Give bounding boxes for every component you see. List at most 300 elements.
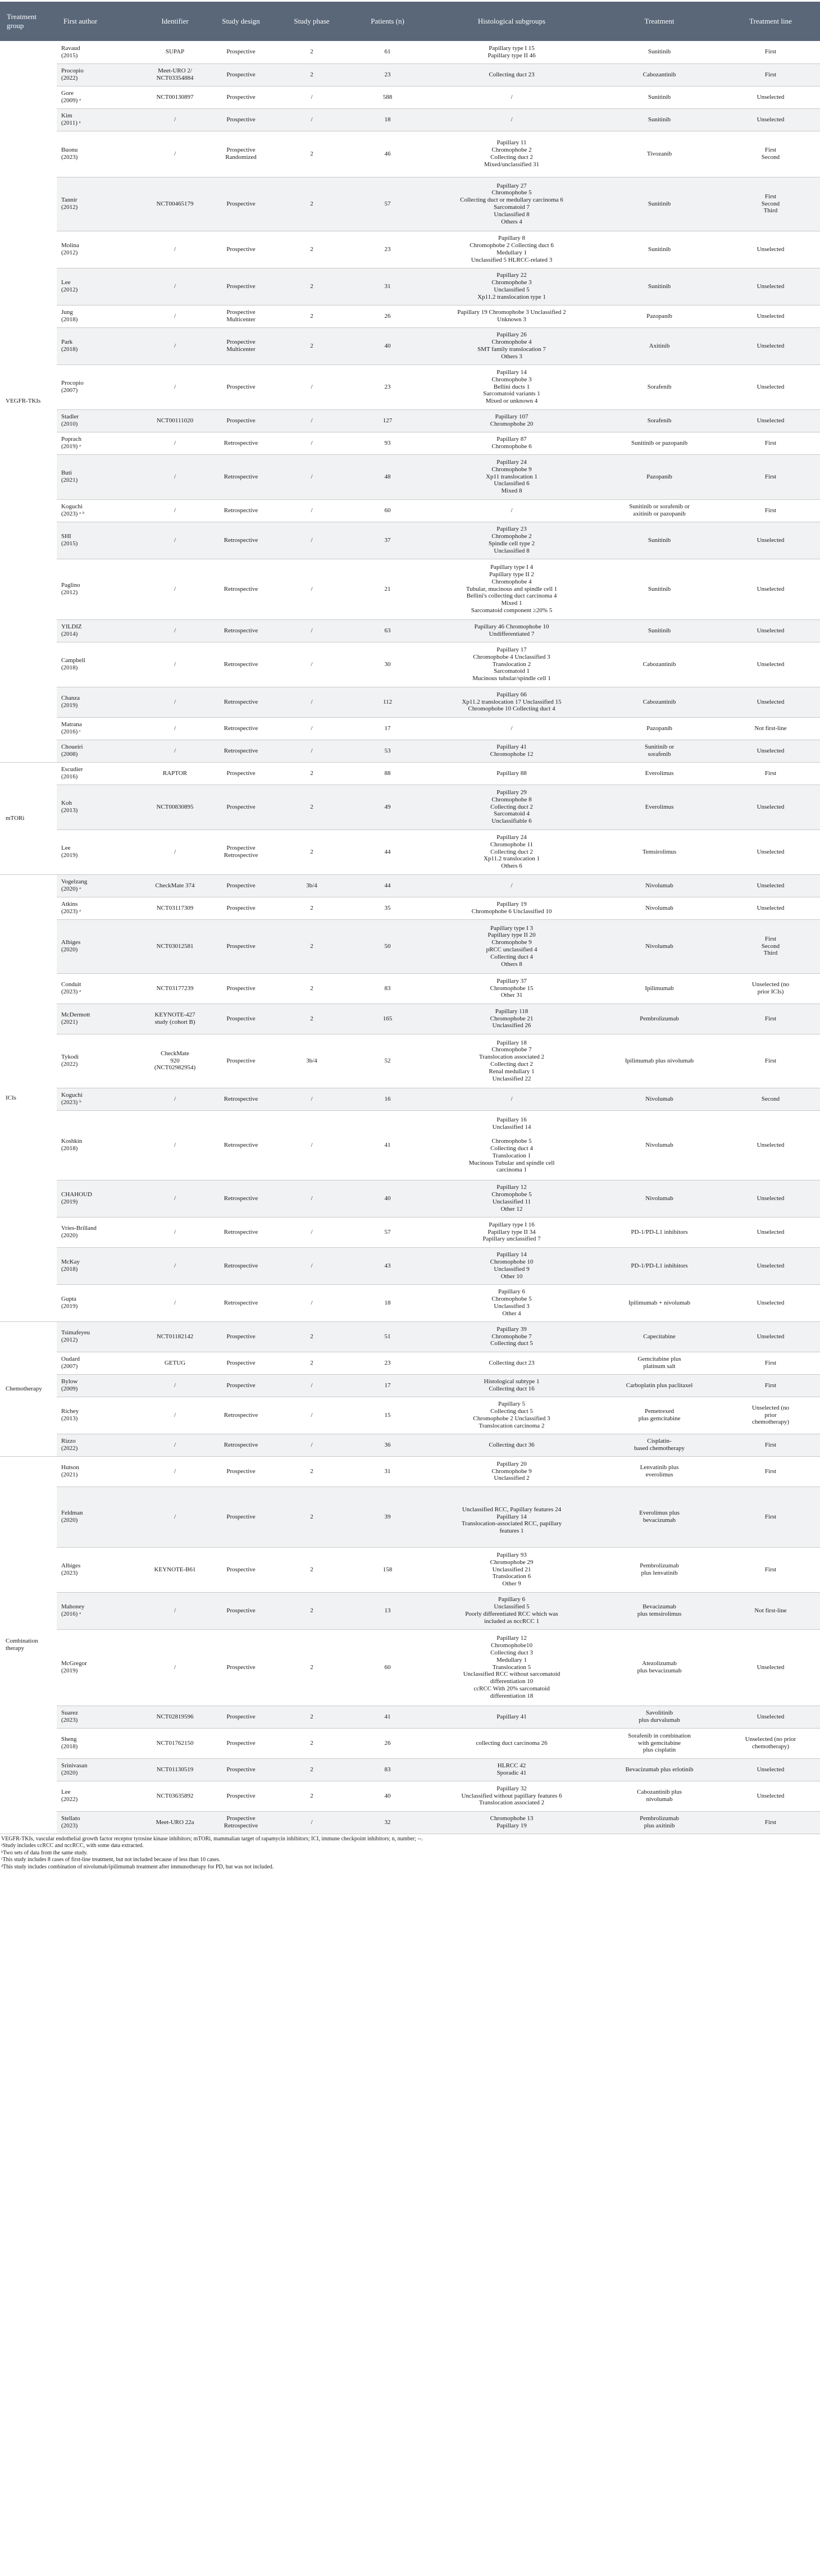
- first-author-cell: [57, 108, 142, 131]
- identifier-cell: [142, 973, 208, 1004]
- study-phase-cell-text: 2: [310, 48, 313, 56]
- histology-cell: [426, 973, 598, 1004]
- histology-cell-text: Papillary 22: [496, 272, 527, 279]
- patients-cell-text: 83: [384, 1766, 391, 1773]
- histology-cell-text: Mixed or unknown 4: [485, 398, 538, 405]
- study-phase-cell: [274, 762, 349, 785]
- treatment-line-cell: [721, 364, 820, 409]
- treatment-cell-text: Cabozantinib: [643, 660, 676, 668]
- treatment-cell: [598, 1180, 721, 1217]
- treatment-line-cell-text: chemotherapy): [752, 1743, 789, 1750]
- patients-cell-text: 44: [384, 882, 391, 889]
- study-design-cell: [208, 409, 274, 432]
- histology-cell-text: Translocation-associated RCC, papillary: [461, 1520, 562, 1528]
- histology-cell-text: Other 9: [502, 1580, 521, 1588]
- first-author-cell-text: Lee: [61, 279, 71, 286]
- treatment-group-label: Combination therapy: [6, 1638, 38, 1652]
- patients-cell: [349, 432, 426, 454]
- treatment-line-cell: [721, 897, 820, 919]
- treatment-line-cell-text: Unselected: [757, 383, 785, 390]
- histology-cell: [426, 231, 598, 268]
- histology-cell-text: [428, 1130, 595, 1138]
- histology-cell-text: Others 4: [501, 218, 522, 225]
- first-author-cell-text: Matrana: [61, 721, 82, 728]
- footnote: ᵃStudy includes ccRCC and nccRCC, with some data extracted.: [1, 1843, 144, 1849]
- first-author-cell-text: (2021): [61, 1471, 78, 1478]
- histology-cell-text: Chromophobe 9: [491, 466, 532, 473]
- treatment-cell-text: plus gemcitabine: [638, 1415, 681, 1422]
- table-row: [0, 522, 820, 559]
- histology-cell-text: Spindle cell type 2: [488, 540, 535, 547]
- identifier-cell-text: /: [174, 150, 176, 157]
- treatment-line-cell: [721, 1456, 820, 1487]
- identifier-cell: [142, 717, 208, 740]
- study-phase-cell-text: /: [311, 507, 313, 514]
- first-author-cell: [57, 1811, 142, 1834]
- histology-cell-text: Unclassifiable 6: [491, 818, 532, 825]
- patients-cell-text: 127: [382, 417, 393, 424]
- histology-cell-text: Unclassified 14: [492, 1123, 531, 1130]
- histology-cell-text: Xp11.2 translocation 17 Unclassified 15: [462, 698, 562, 705]
- treatment-line-cell-text: First: [764, 48, 777, 56]
- treatment-cell: [598, 559, 721, 619]
- first-author-cell-text: (2008): [61, 751, 78, 758]
- treatment-cell: [598, 717, 721, 740]
- histology-cell-text: Papillary 118: [495, 1007, 529, 1015]
- patients-cell-text: 61: [384, 48, 391, 56]
- first-author-cell-text: (2016) ᶜ: [61, 728, 81, 735]
- treatment-line-cell: [721, 177, 820, 231]
- histology-cell: [426, 41, 598, 63]
- histology-cell-text: Papillary 88: [496, 769, 527, 777]
- treatment-cell-text: Sunitinib: [648, 93, 671, 101]
- first-author-cell-text: Koh: [61, 800, 72, 807]
- first-author-cell: [57, 499, 142, 522]
- footnote: ᵈThis study includes combination of nivolumab/ipilimumab treatment after immunotherapy for PD, but was not included.: [1, 1863, 274, 1870]
- patients-cell: [349, 1629, 426, 1706]
- treatment-cell-text: with gemcitabine: [637, 1739, 681, 1747]
- histology-cell-text: Chromophobe 5: [491, 189, 532, 197]
- study-design-cell: [208, 1397, 274, 1434]
- histology-cell-text: Chromophobe 9: [491, 1467, 532, 1475]
- study-phase-cell: [274, 740, 349, 762]
- histology-cell-text: Chromophobe 7: [491, 1046, 532, 1054]
- patients-cell-text: 43: [384, 1262, 391, 1269]
- treatment-line-cell: [721, 454, 820, 499]
- study-phase-cell-text: /: [311, 1382, 313, 1389]
- treatment-cell-text: Nivolumab: [645, 1194, 673, 1202]
- identifier-cell-text: CheckMate 374: [155, 882, 195, 889]
- treatment-line-cell-text: First: [764, 1467, 777, 1475]
- study-design-cell-text: Retrospective: [224, 507, 258, 514]
- study-phase-cell: [274, 619, 349, 642]
- study-design-cell-text: Randomized: [225, 154, 257, 161]
- histology-cell-text: differentiation 18: [490, 1692, 534, 1699]
- treatment-cell-text: PD-1/PD-L1 inhibitors: [631, 1228, 688, 1235]
- header-identifier: Identifier: [142, 2, 208, 41]
- treatment-cell-text: Ipilimumab plus nivolumab: [625, 1057, 694, 1064]
- identifier-cell: [142, 231, 208, 268]
- first-author-cell: [57, 1110, 142, 1180]
- first-author-cell-text: Stadler: [61, 413, 79, 421]
- histology-cell-text: Papillary type I 15: [489, 44, 535, 52]
- study-design-cell-text: Prospective: [226, 245, 256, 253]
- identifier-cell-text: /: [174, 747, 176, 754]
- treatment-cell: [598, 131, 721, 177]
- first-author-cell: [57, 41, 142, 63]
- histology-cell-text: Chromophobe 4: [491, 578, 532, 585]
- study-design-cell: [208, 1352, 274, 1374]
- treatment-cell: [598, 63, 721, 86]
- identifier-cell-text: /: [174, 660, 176, 668]
- study-phase-cell-text: /: [311, 1194, 313, 1202]
- treatment-line-cell-text: Unselected: [757, 1792, 785, 1799]
- identifier-cell-text: NCT03635892: [156, 1792, 194, 1799]
- treatment-cell-text: Cisplatin-: [647, 1438, 672, 1445]
- study-design-cell-text: Prospective: [226, 1333, 256, 1340]
- study-design-cell: [208, 268, 274, 305]
- treatment-cell: [598, 785, 721, 829]
- treatment-line-cell: [721, 86, 820, 108]
- histology-cell-text: Collecting duct 23: [489, 71, 535, 78]
- study-design-cell-text: Retrospective: [224, 536, 258, 544]
- histology-cell: [426, 1397, 598, 1434]
- identifier-cell: [142, 1034, 208, 1088]
- histology-cell-text: Papillary type II 20: [488, 932, 536, 939]
- treatment-cell-text: plus cisplatin: [643, 1747, 676, 1754]
- treatment-cell-text: based chemotherapy: [634, 1445, 685, 1452]
- study-design-cell: [208, 762, 274, 785]
- identifier-cell-text: /: [174, 1095, 176, 1102]
- first-author-cell-text: CHAHOUD: [61, 1191, 92, 1198]
- treatment-line-cell: [721, 1217, 820, 1247]
- table-row: [0, 687, 820, 717]
- treatment-line-cell-text: Unselected: [757, 1194, 785, 1202]
- treatment-cell-text: Nivolumab: [645, 1141, 673, 1148]
- histology-cell-text: Papillary 14: [496, 369, 527, 376]
- treatment-cell: [598, 1592, 721, 1629]
- first-author-cell-text: Chanza: [61, 695, 80, 702]
- study-design-cell-text: Prospective: [226, 309, 256, 316]
- treatment-cell-text: Sunitinib: [648, 48, 671, 56]
- treatment-line-cell: [721, 1547, 820, 1592]
- study-design-cell-text: Prospective: [226, 417, 256, 424]
- study-design-cell-text: Prospective: [226, 845, 256, 852]
- first-author-cell-text: (2023): [61, 154, 78, 161]
- treatment-line-cell: [721, 522, 820, 559]
- study-design-cell-text: Retrospective: [224, 585, 258, 592]
- study-design-cell-text: Prospective: [226, 383, 256, 390]
- study-phase-cell: [274, 268, 349, 305]
- treatment-cell-text: plus durvalumab: [639, 1717, 680, 1724]
- patients-cell: [349, 1034, 426, 1088]
- study-phase-cell-text: /: [311, 1299, 313, 1306]
- patients-cell: [349, 1374, 426, 1397]
- study-phase-cell: [274, 919, 349, 973]
- patients-cell: [349, 305, 426, 327]
- study-phase-cell: [274, 1781, 349, 1811]
- table-row: [0, 897, 820, 919]
- treatment-cell-text: Nivolumab: [645, 1095, 673, 1102]
- histology-cell-text: Papillary type I 3: [490, 924, 534, 932]
- first-author-cell: [57, 874, 142, 897]
- first-author-cell: [57, 717, 142, 740]
- patients-cell: [349, 1088, 426, 1110]
- first-author-cell-text: McDermott: [61, 1011, 90, 1019]
- study-design-cell-text: Prospective: [226, 1057, 256, 1064]
- table-row: [0, 268, 820, 305]
- identifier-cell: [142, 108, 208, 131]
- patients-cell: [349, 874, 426, 897]
- histology-cell: [426, 1034, 598, 1088]
- histology-cell-text: Collecting duct 4: [490, 1145, 533, 1152]
- histology-cell-text: Medullary 1: [496, 1656, 527, 1663]
- histology-cell: [426, 1781, 598, 1811]
- study-design-cell-text: Prospective: [226, 1467, 256, 1475]
- study-design-cell-text: Prospective: [226, 882, 256, 889]
- study-design-cell-text: Prospective: [226, 71, 256, 78]
- treatment-cell-text: Sunitinib or pazopanib: [631, 439, 688, 446]
- table-row: [0, 619, 820, 642]
- table-row: [0, 177, 820, 231]
- treatment-line-cell-text: Unselected: [757, 1766, 785, 1773]
- study-phase-cell: [274, 1110, 349, 1180]
- patients-cell-text: 17: [384, 1382, 391, 1389]
- treatment-group-cell: [0, 762, 57, 874]
- treatment-line-cell-text: Unselected: [757, 1262, 785, 1269]
- study-phase-cell: [274, 1434, 349, 1456]
- footnotes: [0, 1834, 820, 1871]
- study-phase-cell-text: /: [311, 383, 313, 390]
- identifier-cell: [142, 1088, 208, 1110]
- histology-cell: [426, 619, 598, 642]
- histology-cell-text: Xp11 translocation 1: [486, 473, 537, 480]
- treatment-line-cell: [721, 559, 820, 619]
- patients-cell-text: 30: [384, 660, 391, 668]
- study-design-cell-text: Retrospective: [224, 1194, 258, 1202]
- treatment-line-cell-text: First: [764, 935, 777, 942]
- identifier-cell: [142, 1758, 208, 1781]
- patients-cell-text: 18: [384, 116, 391, 123]
- first-author-cell: [57, 1728, 142, 1758]
- first-author-cell: [57, 1352, 142, 1374]
- identifier-cell-text: /: [174, 116, 176, 123]
- study-design-cell: [208, 717, 274, 740]
- study-phase-cell: [274, 1088, 349, 1110]
- patients-cell-text: 23: [384, 383, 391, 390]
- study-design-cell: [208, 454, 274, 499]
- histology-cell-text: /: [511, 93, 513, 101]
- histology-cell-text: Chromophobe 6: [491, 443, 532, 450]
- histology-cell-text: Papillary 29: [496, 789, 527, 796]
- first-author-cell-text: Gupta: [61, 1296, 76, 1303]
- treatment-cell: [598, 1110, 721, 1180]
- study-design-cell: [208, 41, 274, 63]
- treatment-line-cell: [721, 1592, 820, 1629]
- treatment-cell-text: Sunitinib: [648, 245, 671, 253]
- histology-cell: [426, 1592, 598, 1629]
- treatment-line-cell: [721, 1374, 820, 1397]
- first-author-cell: [57, 364, 142, 409]
- identifier-cell: [142, 364, 208, 409]
- treatment-cell-text: Pazopanib: [646, 473, 672, 480]
- header-treatment: Treatment: [598, 2, 721, 41]
- identifier-cell-text: /: [174, 507, 176, 514]
- first-author-cell: [57, 1434, 142, 1456]
- table-row: [0, 1180, 820, 1217]
- treatment-cell-text: plus axitinib: [644, 1822, 675, 1829]
- table-row: [0, 1487, 820, 1547]
- study-phase-cell: [274, 63, 349, 86]
- histology-cell-text: Unclassified RCC, Papillary features 24: [462, 1506, 562, 1513]
- treatment-cell: [598, 41, 721, 63]
- study-phase-cell: [274, 874, 349, 897]
- treatment-line-cell: [721, 1352, 820, 1374]
- identifier-cell-text: /: [174, 473, 176, 480]
- first-author-cell-text: (2023) ᵇ: [61, 1099, 81, 1106]
- patients-cell-text: 60: [384, 1663, 391, 1671]
- identifier-cell-text: Meet-URO 22a: [156, 1818, 194, 1826]
- patients-cell: [349, 785, 426, 829]
- first-author-cell-text: (2019): [61, 1667, 78, 1674]
- table-row: [0, 409, 820, 432]
- study-phase-cell: [274, 1487, 349, 1547]
- identifier-cell-text: SUPAP: [165, 48, 185, 56]
- first-author-cell-text: Koshkin: [61, 1138, 83, 1145]
- histology-cell: [426, 499, 598, 522]
- study-phase-cell-text: 2: [310, 769, 313, 777]
- treatment-line-cell-text: First: [764, 769, 777, 777]
- identifier-cell-text: NCT02819596: [156, 1713, 194, 1720]
- treatment-line-cell-text: chemotherapy): [752, 1419, 789, 1426]
- patients-cell: [349, 919, 426, 973]
- patients-cell: [349, 63, 426, 86]
- histology-cell-text: Papillary 19 Chromophobe 3 Unclassified 2: [457, 309, 566, 316]
- table-row: [0, 717, 820, 740]
- study-phase-cell-text: /: [311, 627, 313, 634]
- table-row: [0, 1284, 820, 1321]
- histology-cell-text: Translocation associated 2: [479, 1054, 545, 1061]
- histology-cell-text: Chromophobe 9: [491, 939, 532, 946]
- treatment-cell: [598, 1456, 721, 1487]
- treatment-cell-text: PD-1/PD-L1 inhibitors: [631, 1262, 688, 1269]
- treatment-line-cell-text: Unselected: [757, 342, 785, 349]
- table-row: [0, 1217, 820, 1247]
- study-phase-cell: [274, 131, 349, 177]
- study-phase-cell: [274, 1321, 349, 1352]
- study-phase-cell: [274, 1592, 349, 1629]
- treatment-line-cell-text: Unselected: [757, 282, 785, 290]
- treatment-line-cell: [721, 1284, 820, 1321]
- treatment-line-cell-text: Unselected: [757, 1663, 785, 1671]
- study-design-cell-text: Prospective: [226, 1713, 256, 1720]
- study-design-cell: [208, 1374, 274, 1397]
- histology-cell-text: Chromophobe 3: [491, 279, 532, 286]
- study-phase-cell-text: 2: [310, 1663, 313, 1671]
- patients-cell-text: 93: [384, 439, 391, 446]
- histology-cell-text: Papillary 19: [496, 901, 527, 908]
- treatment-cell: [598, 268, 721, 305]
- first-author-cell: [57, 829, 142, 874]
- first-author-cell-text: (2012): [61, 286, 78, 293]
- first-author-cell: [57, 1706, 142, 1728]
- histology-cell-text: Other 4: [502, 1310, 521, 1317]
- identifier-cell-text: /: [174, 439, 176, 446]
- histology-cell-text: Chromophobe 2: [491, 147, 532, 154]
- treatment-line-cell-text: Unselected: [757, 1299, 785, 1306]
- first-author-cell-text: (2012): [61, 1337, 78, 1343]
- treatment-cell: [598, 1321, 721, 1352]
- table-row: [0, 874, 820, 897]
- table-row: [0, 231, 820, 268]
- patients-cell: [349, 268, 426, 305]
- histology-cell-text: Papillary 12: [496, 1635, 527, 1642]
- treatment-cell-text: Cabozantinib: [643, 698, 676, 705]
- patients-cell: [349, 717, 426, 740]
- identifier-cell: [142, 1592, 208, 1629]
- histology-cell-text: Papillary 14: [496, 1513, 527, 1520]
- study-design-cell: [208, 1758, 274, 1781]
- patients-cell-text: 17: [384, 724, 391, 732]
- first-author-cell: [57, 522, 142, 559]
- study-design-cell: [208, 1629, 274, 1706]
- treatment-line-cell-text: Second: [761, 200, 780, 207]
- identifier-cell: [142, 432, 208, 454]
- histology-cell: [426, 1547, 598, 1592]
- first-author-cell-text: (2022): [61, 1796, 78, 1803]
- identifier-cell: [142, 619, 208, 642]
- study-design-cell-text: Prospective: [226, 93, 256, 101]
- study-phase-cell-text: 2: [310, 1739, 313, 1747]
- identifier-cell: [142, 1728, 208, 1758]
- identifier-cell: [142, 1284, 208, 1321]
- study-design-cell: [208, 131, 274, 177]
- patients-cell: [349, 1321, 426, 1352]
- histology-cell-text: Papillary 8: [498, 235, 525, 242]
- treatment-cell: [598, 762, 721, 785]
- treatment-line-cell-text: Second: [761, 154, 780, 161]
- identifier-cell: [142, 762, 208, 785]
- treatment-line-cell: [721, 41, 820, 63]
- treatment-cell: [598, 919, 721, 973]
- study-phase-cell: [274, 454, 349, 499]
- treatment-cell-text: Pazopanib: [646, 312, 672, 320]
- study-phase-cell-text: /: [311, 747, 313, 754]
- table-row: [0, 1352, 820, 1374]
- study-phase-cell-text: /: [311, 585, 313, 592]
- first-author-cell-text: McKay: [61, 1259, 80, 1266]
- identifier-cell: [142, 829, 208, 874]
- identifier-cell-text: /: [174, 536, 176, 544]
- histology-cell-text: Unclassified 9: [494, 1266, 530, 1273]
- study-design-cell: [208, 740, 274, 762]
- patients-cell-text: 15: [384, 1411, 391, 1419]
- treatment-group-cell: [0, 874, 57, 1321]
- histology-cell: [426, 642, 598, 687]
- treatment-line-cell-text: First: [764, 439, 777, 446]
- table-row: [0, 785, 820, 829]
- histology-cell: [426, 327, 598, 364]
- identifier-cell: [142, 1487, 208, 1547]
- identifier-cell-text: NCT01130519: [156, 1766, 194, 1773]
- histology-cell-text: Papillary 6: [498, 1596, 525, 1603]
- study-design-cell: [208, 687, 274, 717]
- treatment-cell: [598, 1004, 721, 1034]
- patients-cell: [349, 1397, 426, 1434]
- patients-cell: [349, 454, 426, 499]
- study-design-cell-text: Retrospective: [224, 1822, 258, 1829]
- treatment-line-cell: [721, 717, 820, 740]
